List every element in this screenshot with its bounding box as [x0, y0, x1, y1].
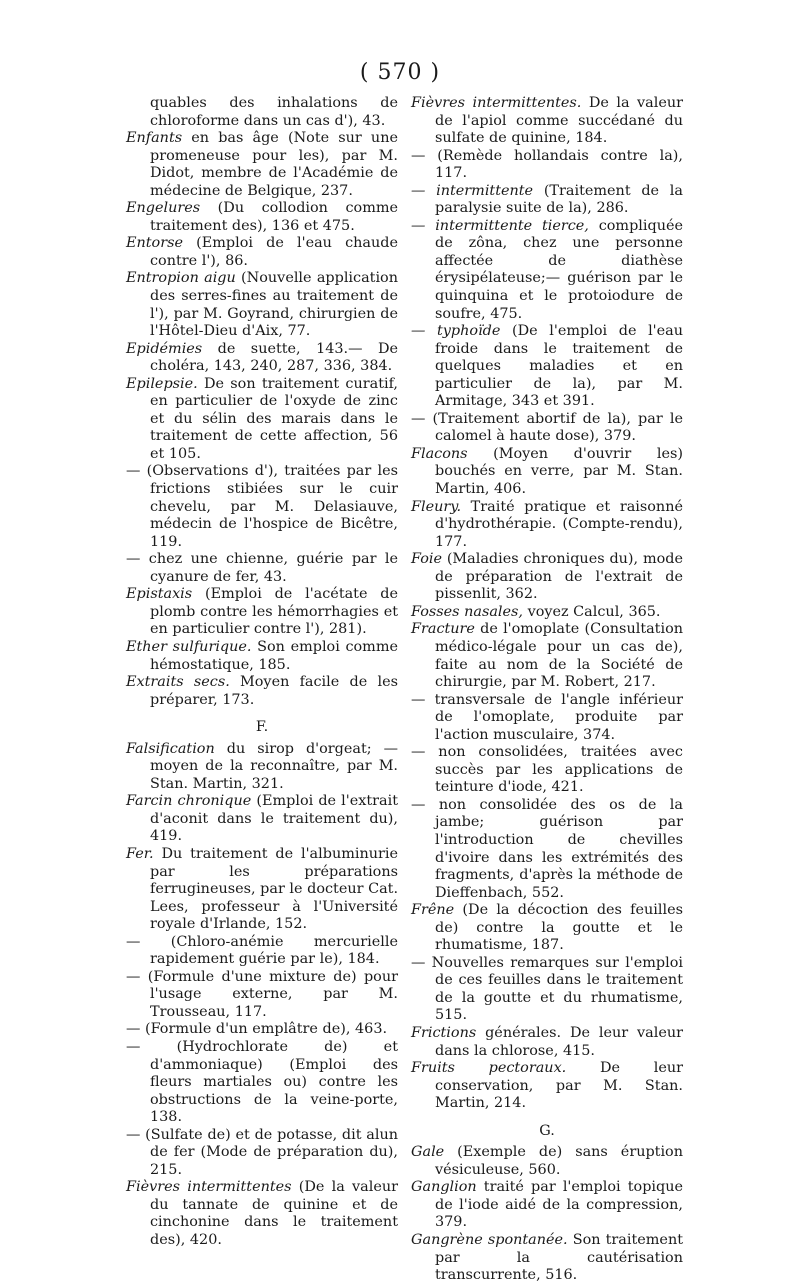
entry-term: Gangrène spontanée.: [411, 1232, 568, 1248]
entry-term: Epilepsie.: [126, 375, 198, 392]
index-entry: [411, 955, 683, 1025]
index-entry: [411, 323, 683, 411]
entry-text: (Emploi de l'extrait d'aconit dans le traitement du), 419.: [150, 793, 398, 845]
index-entry: [126, 341, 398, 376]
entry-term: Extraits secs.: [126, 674, 230, 691]
index-entry: [411, 744, 683, 797]
entry-term: Fosses nasales,: [411, 603, 523, 620]
index-entry: [411, 604, 683, 622]
entry-text: (Traitement de la paralysie suite de la), 286.: [435, 182, 683, 217]
index-entry: [126, 463, 398, 551]
entry-text: Moyen facile de les préparer, 173.: [150, 674, 398, 708]
entry-term: Entropion aigu: [126, 270, 236, 287]
entry-text: (Emploi de l'eau chaude contre l'), 86.: [150, 235, 398, 269]
entry-text: (Emploi de l'acétate de plomb contre les hémorrhagies et en particulier contre l'), 281).: [150, 586, 398, 638]
entry-text: (De la décoction des feuilles de) contre la goutte et le rhumatisme, 187.: [435, 902, 683, 954]
entry-text: — chez une chienne, guérie par le cyanure de fer, 43.: [126, 551, 398, 585]
entry-term: Engelures: [126, 200, 201, 217]
entry-text: (De la valeur du tannate de quinine et de cinchonine dans le traitement des), 420.: [150, 1179, 398, 1248]
index-entry: [411, 1060, 683, 1113]
index-entry: [126, 674, 398, 709]
entry-term: Enfants: [126, 130, 183, 147]
index-entry: [411, 551, 683, 604]
entry-text: — (Formule d'un emplâtre de), 463.: [126, 1021, 388, 1038]
index-entry: [411, 1025, 683, 1060]
index-entry: [126, 1127, 398, 1180]
entry-text: De la valeur de l'apiol comme succédané du sulfate de quinine, 184.: [435, 95, 683, 147]
entry-text: De son traitement curatif, en particulier de l'oxyde de zinc et du sélin des marais dans le traitement de cette affection, 56 et 105.: [150, 375, 398, 462]
index-entry: [126, 846, 398, 934]
index-entry: [126, 551, 398, 586]
index-entry: [411, 797, 683, 902]
entry-text: — (Traitement abortif de la), par le calomel à haute dose), 379.: [411, 410, 683, 445]
entry-term: Frêne: [411, 902, 455, 919]
entry-term: Entorse: [126, 235, 184, 252]
entry-text: — (Remède hollandais contre la), 117.: [411, 147, 683, 182]
entry-text: quables des inhalations de chloroforme dans un cas d'), 43.: [150, 95, 398, 129]
index-entry: [126, 130, 398, 200]
index-entry: [411, 1232, 683, 1285]
entry-text: (Maladies chroniques du), mode de préparation de l'extrait de pissenlit, 362.: [435, 551, 683, 603]
index-entry: [126, 1179, 398, 1249]
entry-text: du sirop d'orgeat; — moyen de la reconnaître, par M. Stan. Martin, 321.: [150, 740, 398, 792]
entry-term: Fruits pectoraux.: [411, 1060, 567, 1077]
entry-term: Flacons: [411, 445, 468, 462]
entry-text: — (Hydrochlorate de) et d'ammoniaque) (Emploi des fleurs martiales ou) contre les obstructions de la veine-porte, 138.: [126, 1038, 398, 1126]
entry-text: De leur conservation, par M. Stan. Martin, 214.: [435, 1060, 683, 1112]
entry-term: Ganglion: [411, 1179, 477, 1196]
index-entry: [411, 183, 683, 218]
index-entry: [411, 1144, 683, 1179]
section-letter: G.: [539, 1122, 555, 1139]
index-entry: [411, 218, 683, 323]
index-entry: [411, 446, 683, 499]
left-column: [126, 95, 398, 1250]
entry-text: — (Observations d'), traitées par les frictions stibiées sur le cuir chevelu, par M. Delasiauve, médecin de l'hospice de Bicêtre, 119.: [126, 463, 398, 550]
entry-text: Son emploi comme hémostatique, 185.: [150, 638, 398, 673]
entry-term: Fièvres intermittentes: [126, 1179, 292, 1196]
right-column: [411, 95, 683, 1285]
entry-text: voyez Calcul, 365.: [523, 603, 661, 620]
entry-term: Foie: [411, 551, 442, 568]
entry-text: de suette, 143.— De choléra, 143, 240, 287, 336, 384.: [150, 340, 398, 375]
entry-text: — non consolidée des os de la jambe; guérison par l'introduction de chevilles d'ivoire dans les extrémités des fragments, d'après la méthode de Dieffenbach, 552.: [411, 796, 683, 901]
index-entry: [411, 148, 683, 183]
entry-text: — non consolidées, traitées avec succès par les applications de teinture d'iode, 421.: [411, 744, 683, 796]
entry-term: Fièvres intermittentes.: [411, 95, 582, 111]
entry-text: — Nouvelles remarques sur l'emploi de ces feuilles dans le traitement de la goutte et du rhumatisme, 515.: [411, 954, 683, 1024]
index-entry: [126, 741, 398, 794]
entry-text: — (Formule d'une mixture de) pour l'usage externe, par M. Trousseau, 117.: [126, 968, 398, 1020]
entry-text: (Exemple de) sans éruption vésiculeuse, 560.: [435, 1144, 683, 1178]
index-entry: [411, 692, 683, 745]
index-entry: [411, 1179, 683, 1232]
entry-text: Du traitement de l'albuminurie par les préparations ferrugineuses, par le docteur Cat. Lees, professeur à l'Université royale d'Irlande, 152.: [150, 845, 399, 933]
entry-term: Falsification: [126, 740, 215, 757]
index-entry: [126, 95, 398, 130]
index-entry: [126, 586, 398, 639]
entry-term: — intermittente: [411, 182, 534, 199]
entry-term: Farcin chronique: [126, 793, 252, 810]
entry-text: — (Sulfate de) et de potasse, dit alun de fer (Mode de préparation du), 215.: [126, 1126, 398, 1178]
index-entry: [126, 1039, 398, 1127]
entry-text: générales. De leur valeur dans la chlorose, 415.: [435, 1024, 683, 1059]
entry-text: compliquée de zôna, chez une personne affectée de diathèse érysipélateuse;— guérison par le quinquina et le protoiodure de soufre, 475.: [435, 217, 683, 322]
index-entry: [411, 411, 683, 446]
entry-text: (Nouvelle application des serres-fines au traitement de l'), par M. Goyrand, chirurgien de l'Hôtel-Dieu d'Aix, 77.: [150, 270, 398, 340]
page-number: ( 570 ): [359, 60, 441, 85]
entry-term: — intermittente tierce,: [411, 217, 589, 234]
index-entry: [126, 270, 398, 340]
entry-text: Traité pratique et raisonné d'hydrothérapie. (Compte-rendu), 177.: [435, 498, 683, 550]
entry-text: Son traitement par la cautérisation transcurrente, 516.: [435, 1232, 684, 1284]
entry-term: Fer.: [126, 845, 154, 862]
index-entry: [411, 499, 683, 552]
entry-text: en bas âge (Note sur une promeneuse pour les), par M. Didot, membre de l'Académie de médecine de Belgique, 237.: [150, 130, 398, 199]
entry-text: — transversale de l'angle inférieur de l'omoplate, produite par l'action musculaire, 374.: [411, 691, 683, 743]
entry-term: Gale: [411, 1144, 445, 1161]
index-entry: [126, 639, 398, 674]
index-entry: [411, 621, 683, 691]
index-entry: [126, 969, 398, 1022]
entry-term: Epistaxis: [126, 586, 193, 603]
entry-text: (De l'emploi de l'eau froide dans le traitement de quelques maladies et en particulier de la), par M. Armitage, 343 et 391.: [435, 323, 683, 410]
index-entry: [411, 95, 683, 148]
entry-term: Fleury.: [411, 498, 462, 515]
index-entry: [126, 376, 398, 464]
entry-term: Epidémies: [126, 340, 203, 357]
index-entry: [411, 902, 683, 955]
entry-text: — (Chloro-anémie mercurielle rapidement guérie par le), 184.: [126, 933, 398, 968]
index-entry: [126, 934, 398, 969]
entry-text: (Du collodion comme traitement des), 136 et 475.: [150, 200, 398, 234]
entry-text: de l'omoplate (Consultation médico-légale pour un cas de), faite au nom de la Société de chirurgie, par M. Robert, 217.: [435, 621, 683, 691]
entry-text: (Moyen d'ouvrir les) bouchés en verre, par M. Stan. Martin, 406.: [435, 445, 683, 498]
entry-term: Frictions: [411, 1024, 477, 1041]
index-entry: [126, 793, 398, 846]
index-entry: [126, 1021, 398, 1039]
entry-term: Fracture: [411, 621, 475, 638]
entry-term: — typhoïde: [411, 323, 501, 340]
index-entry: [126, 200, 398, 235]
index-entry: [126, 235, 398, 270]
section-letter: F.: [255, 719, 269, 736]
entry-text: traité par l'emploi topique de l'iode aidé de la compression, 379.: [435, 1179, 683, 1231]
entry-term: Ether sulfurique.: [126, 638, 252, 655]
